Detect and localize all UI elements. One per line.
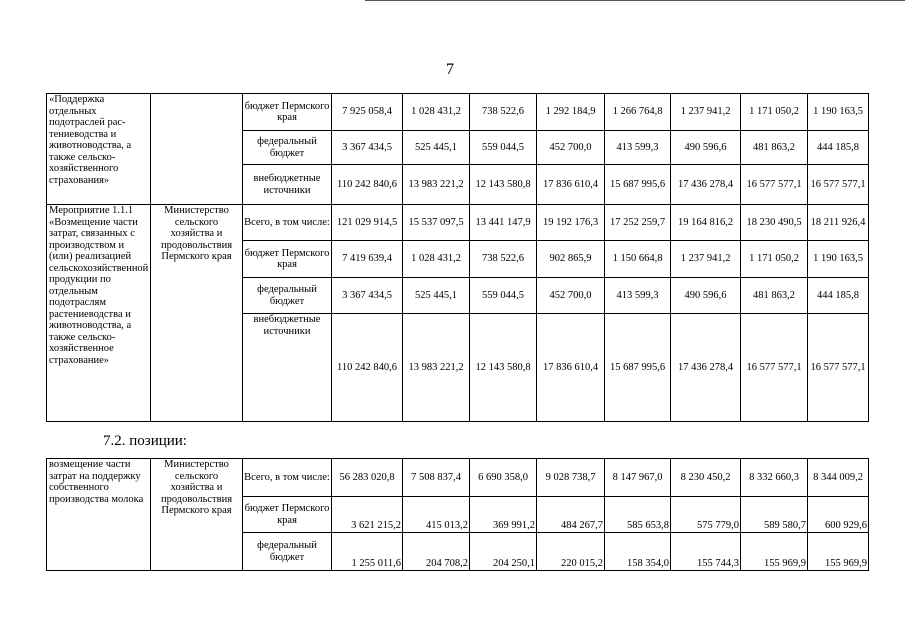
value-cell: 3 367 434,5 [332,278,403,314]
value-cell: 525 445,1 [403,131,470,165]
value-cell: 155 969,9 [741,533,808,571]
value-cell: 8 332 660,3 [741,459,808,497]
value-cell: 481 863,2 [741,131,808,165]
value-cell: 1 190 163,5 [808,241,869,278]
value-cell: 1 028 431,2 [403,241,470,278]
value-cell: 452 700,0 [537,278,605,314]
value-cell: 589 580,7 [741,497,808,533]
value-cell: 490 596,6 [671,131,741,165]
section-heading: 7.2. позиции: [103,433,187,449]
value-cell: 738 522,6 [470,94,537,131]
value-cell: 16 577 577,1 [808,314,869,422]
value-cell: 575 779,0 [671,497,741,533]
value-cell: 490 596,6 [671,278,741,314]
value-cell: 8 344 009,2 [808,459,869,497]
value-cell: 8 230 450,2 [671,459,741,497]
measure-name-cell: возмещение части затрат на поддержку собственного производства молока [47,459,151,571]
executor-cell: Министерство сельского хозяйства и продовольствия Пермского края [151,459,243,571]
funding-source-label: федеральный бюджет [243,131,332,165]
value-cell: 585 653,8 [605,497,671,533]
value-cell: 16 577 577,1 [741,314,808,422]
value-cell: 8 147 967,0 [605,459,671,497]
funding-source-label: бюджет Пермского края [243,497,332,533]
value-cell: 7 419 639,4 [332,241,403,278]
value-cell: 204 708,2 [403,533,470,571]
value-cell: 413 599,3 [605,131,671,165]
value-cell: 17 836 610,4 [537,314,605,422]
value-cell: 600 929,6 [808,497,869,533]
value-cell: 16 577 577,1 [741,165,808,205]
value-cell: 413 599,3 [605,278,671,314]
value-cell: 7 508 837,4 [403,459,470,497]
value-cell: 158 354,0 [605,533,671,571]
value-cell: 12 143 580,8 [470,165,537,205]
value-cell: 18 230 490,5 [741,205,808,241]
value-cell: 204 250,1 [470,533,537,571]
top-border-line [365,0,905,1]
value-cell: 369 991,2 [470,497,537,533]
value-cell: 1 255 011,6 [332,533,403,571]
value-cell: 3 367 434,5 [332,131,403,165]
value-cell: 444 185,8 [808,278,869,314]
value-cell: 18 211 926,4 [808,205,869,241]
measure-name-cell: «Поддержка отдельных подотраслей растениеводства и животноводства, а также сельскохозяйственного страхования» [47,94,151,205]
value-cell: 220 015,2 [537,533,605,571]
value-cell: 3 621 215,2 [332,497,403,533]
value-cell: 15 687 995,6 [605,314,671,422]
value-cell: 19 164 816,2 [671,205,741,241]
value-cell: 902 865,9 [537,241,605,278]
value-cell: 1 171 050,2 [741,94,808,131]
value-cell: 13 441 147,9 [470,205,537,241]
value-cell: 9 028 738,7 [537,459,605,497]
value-cell: 17 436 278,4 [671,314,741,422]
value-cell: 1 292 184,9 [537,94,605,131]
value-cell: 415 013,2 [403,497,470,533]
measure-name-cell: Мероприятие 1.1.1 «Возмещение части затрат, связанных с производством и (или) реализацией сельскохозяйственной продукции по отдельным подотраслям растениеводства и животноводства, а также сельскохозяйственное страхование» [47,205,151,422]
value-cell: 121 029 914,5 [332,205,403,241]
executor-cell: Министерство сельского хозяйства и продовольствия Пермского края [151,205,243,422]
value-cell: 56 283 020,8 [332,459,403,497]
value-cell: 16 577 577,1 [808,165,869,205]
table-row [47,459,869,497]
value-cell: 17 436 278,4 [671,165,741,205]
value-cell: 1 171 050,2 [741,241,808,278]
table-row [47,205,869,241]
value-cell: 110 242 840,6 [332,165,403,205]
value-cell: 1 028 431,2 [403,94,470,131]
budget-table-2 [46,458,869,571]
value-cell: 155 744,3 [671,533,741,571]
value-cell: 1 190 163,5 [808,94,869,131]
funding-source-label: Всего, в том числе: [243,459,332,497]
value-cell: 1 266 764,8 [605,94,671,131]
budget-table-1 [46,93,869,422]
value-cell: 525 445,1 [403,278,470,314]
value-cell: 1 237 941,2 [671,94,741,131]
value-cell: 481 863,2 [741,278,808,314]
funding-source-label: бюджет Пермского края [243,241,332,278]
value-cell: 1 237 941,2 [671,241,741,278]
value-cell: 19 192 176,3 [537,205,605,241]
value-cell: 13 983 221,2 [403,165,470,205]
value-cell: 444 185,8 [808,131,869,165]
funding-source-label: федеральный бюджет [243,278,332,314]
value-cell: 15 687 995,6 [605,165,671,205]
value-cell: 17 836 610,4 [537,165,605,205]
value-cell: 6 690 358,0 [470,459,537,497]
funding-source-label: бюджет Пермского края [243,94,332,131]
value-cell: 452 700,0 [537,131,605,165]
funding-source-label: внебюджетные источники [243,165,332,205]
value-cell: 559 044,5 [470,131,537,165]
value-cell: 559 044,5 [470,278,537,314]
table-row [47,94,869,131]
value-cell: 7 925 058,4 [332,94,403,131]
value-cell: 110 242 840,6 [332,314,403,422]
funding-source-label: федеральный бюджет [243,533,332,571]
value-cell: 1 150 664,8 [605,241,671,278]
value-cell: 17 252 259,7 [605,205,671,241]
value-cell: 15 537 097,5 [403,205,470,241]
value-cell: 155 969,9 [808,533,869,571]
value-cell: 484 267,7 [537,497,605,533]
executor-cell [151,94,243,205]
value-cell: 12 143 580,8 [470,314,537,422]
value-cell: 13 983 221,2 [403,314,470,422]
funding-source-label: Всего, в том числе: [243,205,332,241]
page-number: 7 [446,61,454,78]
value-cell: 738 522,6 [470,241,537,278]
funding-source-label: внебюджетные источники [243,314,332,422]
